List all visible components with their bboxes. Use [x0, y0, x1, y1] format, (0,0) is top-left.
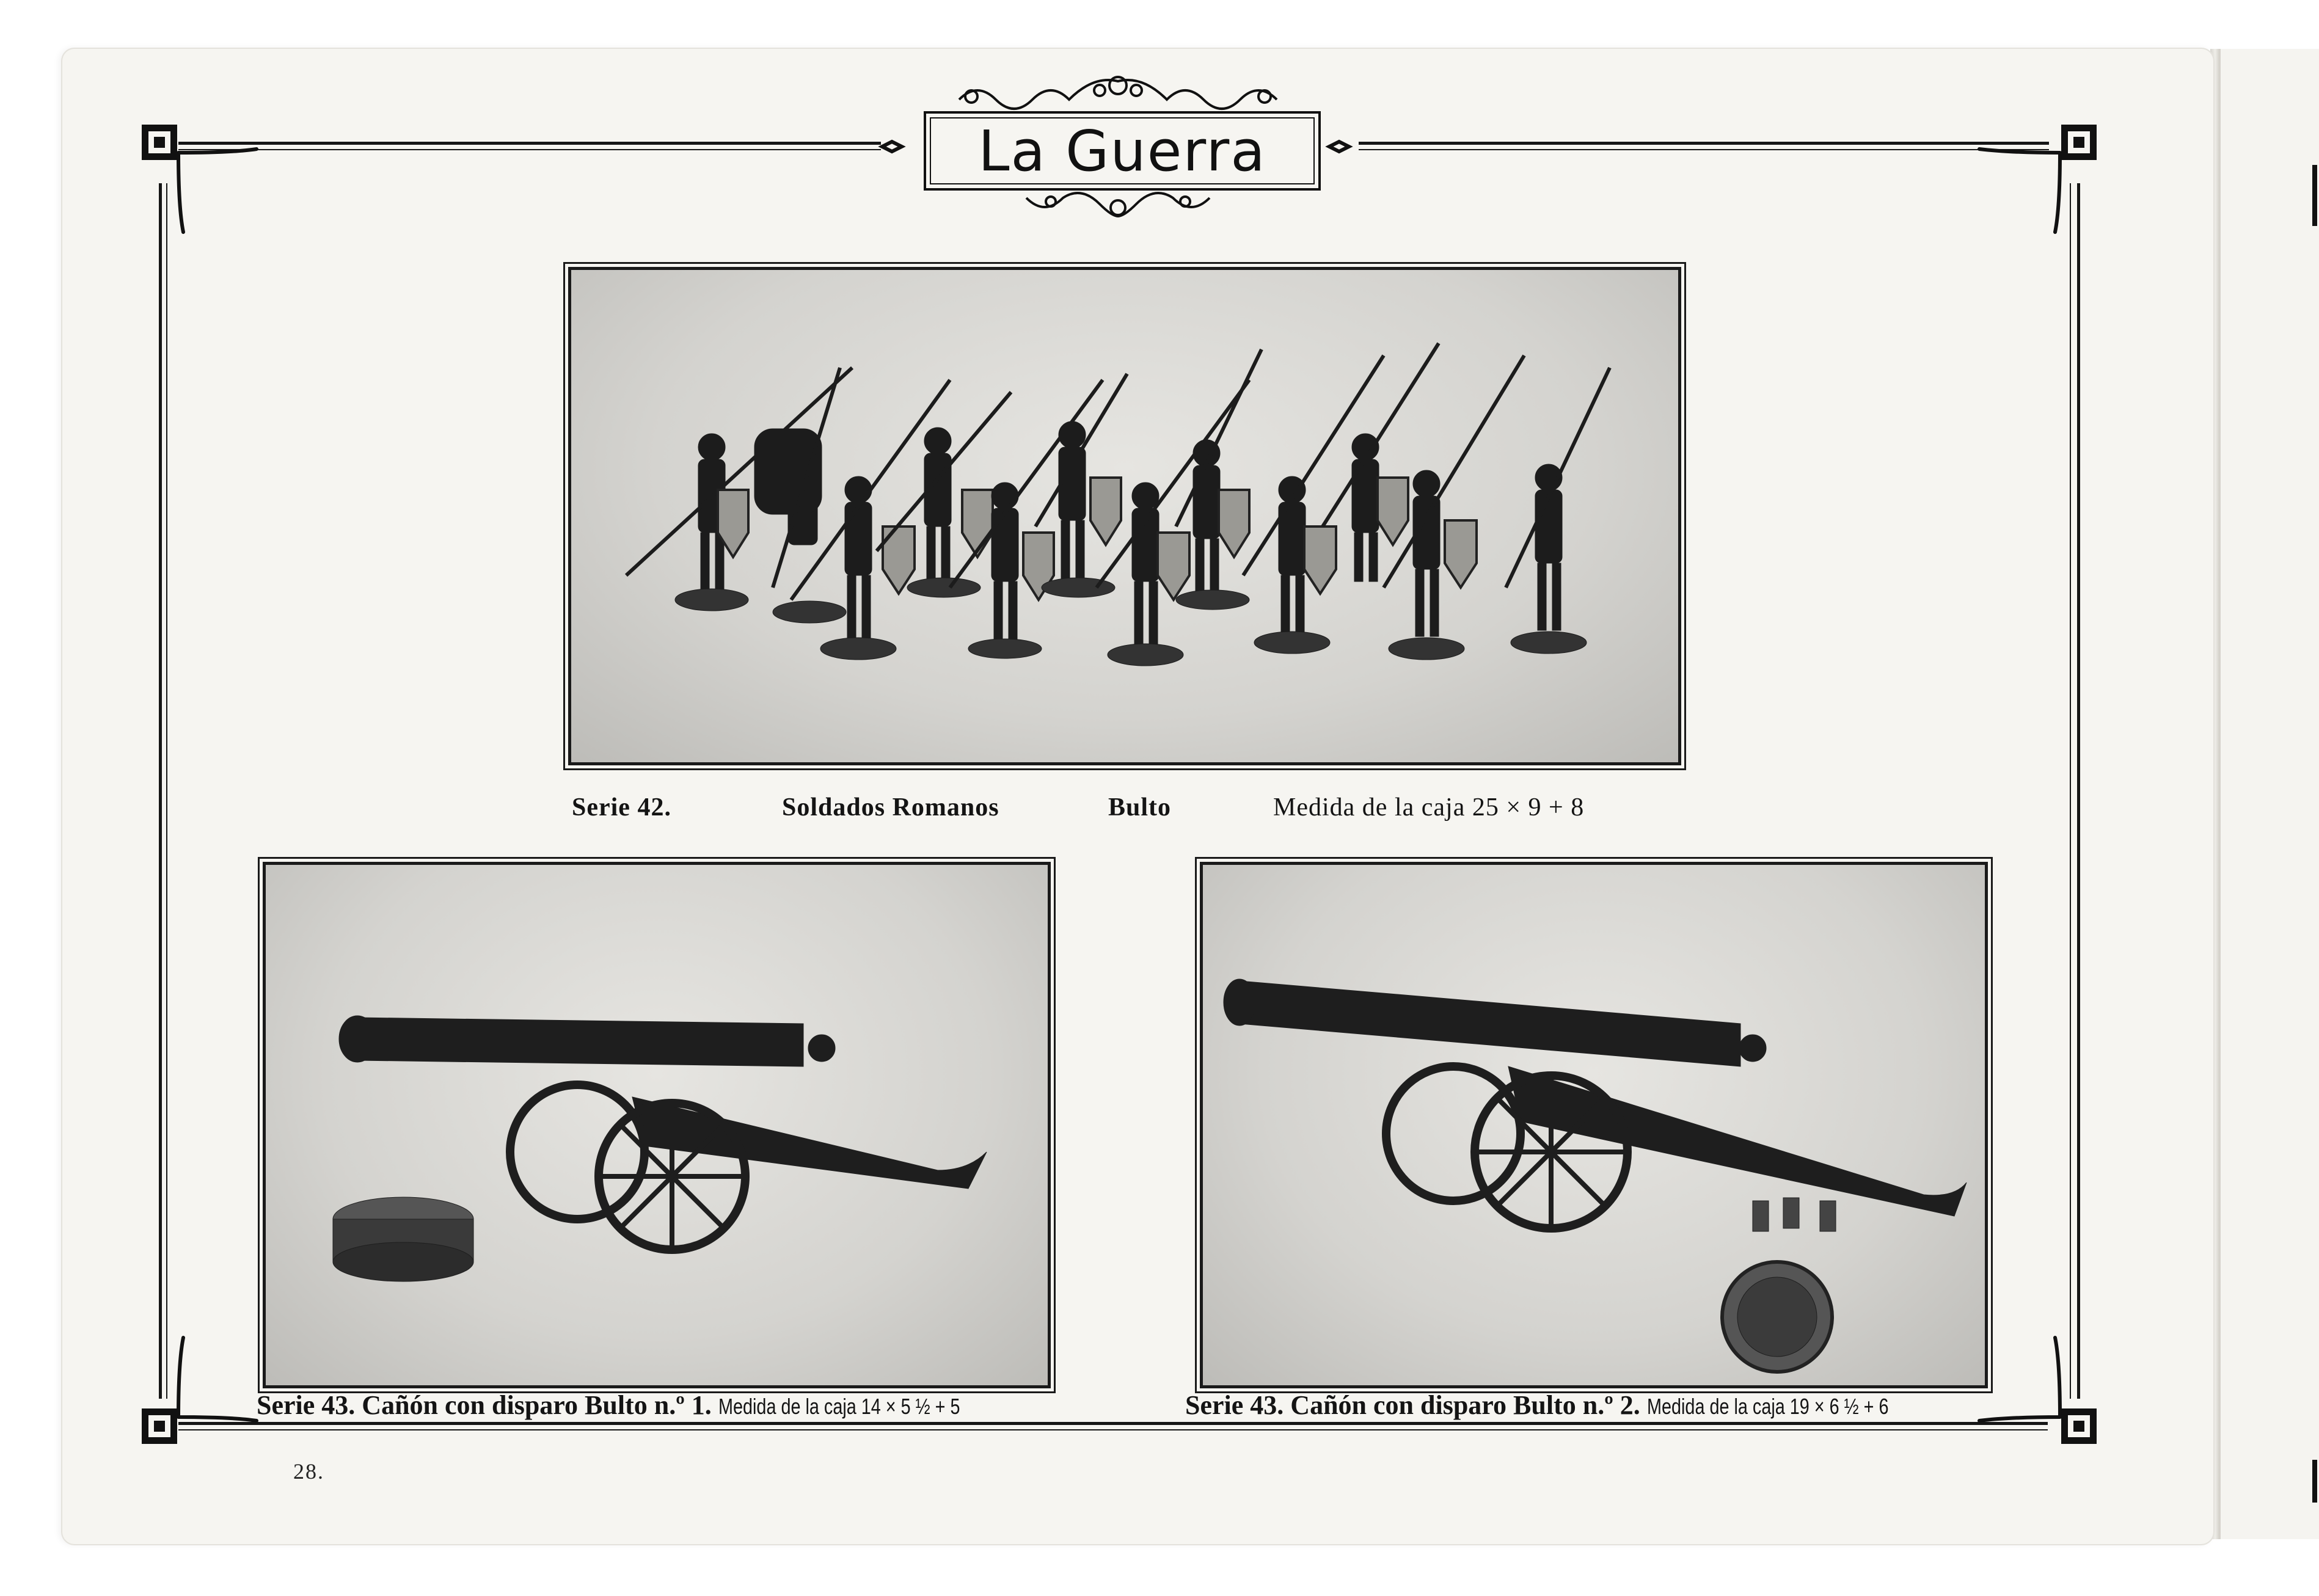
serie-42-box-size: Medida de la caja 25 × 9 + 8: [1273, 793, 1585, 822]
serie-43-no1-box-size: Medida de la caja 14 × 5 ½ + 5: [718, 1394, 960, 1419]
title-flourish-top: [947, 72, 1289, 115]
title-flourish-bottom: [1014, 186, 1222, 222]
serie-43-no2-label: Serie 43.: [1185, 1390, 1284, 1420]
serie-43-no1-name: Cañón con disparo: [362, 1390, 579, 1420]
serie-43-no2-caption: [1185, 1390, 1949, 1421]
serie-42-packing: Bulto: [1108, 793, 1172, 822]
serie-43-no2-name: Cañón con disparo: [1290, 1390, 1507, 1420]
cannon-2-illustration: [1203, 865, 1985, 1385]
serie-42-label: Serie 42.: [572, 793, 671, 822]
page-title: La Guerra: [978, 118, 1266, 184]
cannon-2-photo: [1200, 862, 1988, 1388]
soldiers-illustration: [571, 270, 1678, 762]
serie-43-no2-box-size: Medida de la caja 19 × 6 ½ + 6: [1646, 1394, 1889, 1419]
cannon-1-photo: [263, 862, 1051, 1388]
soldier-figure: [1506, 368, 1610, 654]
serie-43-no2-packing: Bulto n.º 2.: [1513, 1390, 1640, 1420]
cannon-1-illustration: [266, 865, 1048, 1385]
page-number: 28.: [293, 1459, 324, 1484]
serie-43-no1-caption: [257, 1390, 1020, 1421]
serie-42-name: Soldados Romanos: [782, 793, 999, 822]
title-box: [924, 111, 1321, 191]
serie-43-no1-packing: Bulto n.º 1.: [585, 1390, 712, 1420]
serie-43-no1-label: Serie 43.: [257, 1390, 356, 1420]
roman-soldiers-photo: [568, 267, 1681, 765]
